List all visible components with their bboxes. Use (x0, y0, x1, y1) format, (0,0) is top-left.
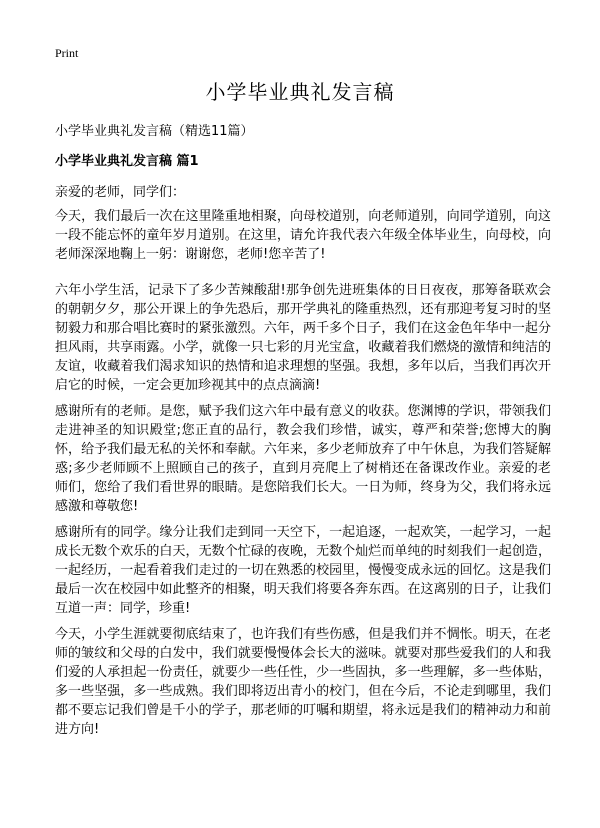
page-title: 小学毕业典礼发言稿 (205, 80, 395, 104)
paragraph-5: 今天，小学生涯就要彻底结束了，也许我们有些伤感，但是我们并不惆怅。明天，在老师的皱纹和父母的白发中，我们就要慢慢体会长大的滋味。就要对那些爱我们的人和我们爱的人承担起一份责任，就要少一些任性，少一些固执，多一些理解，多一些体贴，多一些坚强，多一些成熟。我们即将迈出青小的校门，但在今后，不论走到哪里，我们都不要忘记我们曾是千小的学子，那老师的叮嘱和期望，将永远是我们的精神动力和前进方向! (55, 627, 551, 737)
document-subtitle: 小学毕业典礼发言稿（精选11篇） (55, 124, 254, 139)
section-heading: 小学毕业典礼发言稿 篇1 (55, 154, 199, 169)
greeting-line: 亲爱的老师，同学们： (55, 185, 186, 200)
paragraph-3: 感谢所有的老师。是您，赋予我们这六年中最有意义的收获。您渊博的学识，带领我们走进神圣的知识殿堂;您正直的品行，教会我们珍惜，诚实，尊严和荣誉;您博大的胸怀，给予我们最无私的关怀和奉献。六年来，多少老师放弃了中午休息，为我们答疑解惑;多少老师顾不上照顾自己的孩子，直到月亮爬上了树梢还在备课改作业。亲爱的老师们，您给了我们看世界的眼睛。是您陪我们长大。一日为师，终身为父，我们将永远感激和尊敬您! (55, 404, 551, 514)
print-link[interactable]: Print (55, 46, 79, 60)
paragraph-1: 今天，我们最后一次在这里隆重地相聚，向母校道别，向老师道别，向同学道别，向这一段不能忘怀的童年岁月道别。在这里，请允许我代表六年级全体毕业生，向母校，向老师深深地鞠上一躬：谢谢您，老师!您辛苦了! (55, 209, 551, 262)
paragraph-2: 六年小学生活，记录下了多少苦辣酸甜!那争创先进班集体的日日夜夜，那筹备联欢会的朝朝夕夕，那公开课上的争先恐后，那开学典礼的隆重热烈，还有那迎考复习时的坚韧毅力和那合唱比赛时的紧张激烈。六年，两千多个日子，我们在这金色年华中一起分担风雨，共享雨露。小学，就像一只七彩的月光宝盒，收藏着我们燃烧的激情和纯洁的友谊，收藏着我们渴求知识的热情和追求理想的坚强。我想，多年以后，当我们再次开启它的时候，一定会更加珍视其中的点点滴滴! (55, 283, 551, 393)
paragraph-4: 感谢所有的同学。缘分让我们走到同一天空下，一起追逐，一起欢笑，一起学习，一起成长无数个欢乐的白天，无数个忙碌的夜晚，无数个灿烂而单纯的时刻我们一起创造，一起经历，一起看着我们走过的一切在熟悉的校园里，慢慢变成永远的回忆。这是我们最后一次在校园中如此整齐的相聚，明天我们将要各奔东西。在这离别的日子，让我们互道一声：同学，珍重! (55, 525, 551, 616)
